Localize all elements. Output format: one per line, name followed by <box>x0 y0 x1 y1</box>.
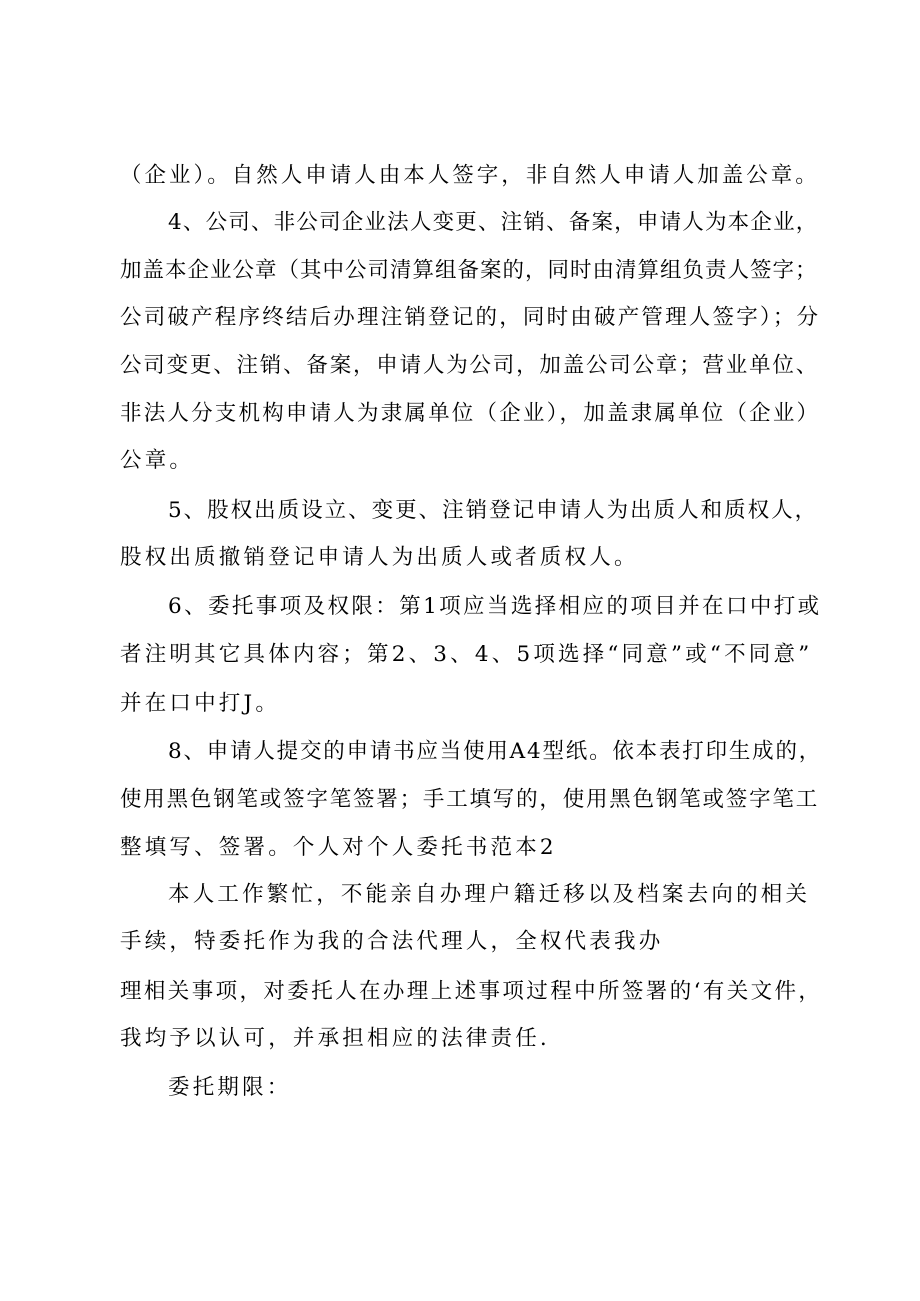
paragraph-line: 加盖本企业公章（其中公司清算组备案的，同时由清算组负责人签字； <box>120 258 818 283</box>
paragraph-line: 5、股权出质设立、变更、注销登记申请人为出质人和质权人， <box>168 498 819 523</box>
paragraph-line: 4、公司、非公司企业法人变更、注销、备案，申请人为本企业， <box>168 210 819 235</box>
paragraph-line: 公司变更、注销、备案，申请人为公司，加盖公司公章；营业单位、 <box>120 353 820 378</box>
paragraph-line: 整填写、签署。个人对个人委托书范本2 <box>120 835 557 860</box>
paragraph-line: 公司破产程序终结后办理注销登记的，同时由破产管理人签字）；分 <box>120 305 821 330</box>
paragraph-line: 6、委托事项及权限：第1项应当选择相应的项目并在口中打或 <box>168 594 822 619</box>
paragraph-line: 股权出质撤销登记申请人为出质人或者质权人。 <box>120 545 639 570</box>
paragraph-line: 理相关事项，对委托人在办理上述事项过程中所签署的‘有关文件， <box>120 979 823 1004</box>
paragraph-line: 者注明其它具体内容；第2、3、4、5项选择“同意”或“不同意” <box>120 642 813 667</box>
paragraph-line: 8、申请人提交的申请书应当使用A4型纸。依本表打印生成的， <box>168 739 823 764</box>
paragraph-line: 本人工作繁忙，不能亲自办理户籍迁移以及档案去向的相关 <box>168 882 811 907</box>
paragraph-line: 委托期限： <box>168 1075 292 1100</box>
paragraph-line: 公章。 <box>120 448 195 473</box>
paragraph-line: （企业）。自然人申请人由本人签字，非自然人申请人加盖公章。 <box>120 163 820 188</box>
paragraph-line: 我均予以认可，并承担相应的法律责任. <box>120 1026 550 1051</box>
paragraph-line: 使用黑色钢笔或签字笔签署；手工填写的，使用黑色钢笔或签字笔工 <box>120 787 820 812</box>
paragraph-line: 并在口中打J。 <box>120 691 281 716</box>
paragraph-line: 手续，特委托作为我的合法代理人，全权代表我办 <box>120 929 664 954</box>
paragraph-line: 非法人分支机构申请人为隶属单位（企业），加盖隶属单位（企业） <box>120 401 821 426</box>
